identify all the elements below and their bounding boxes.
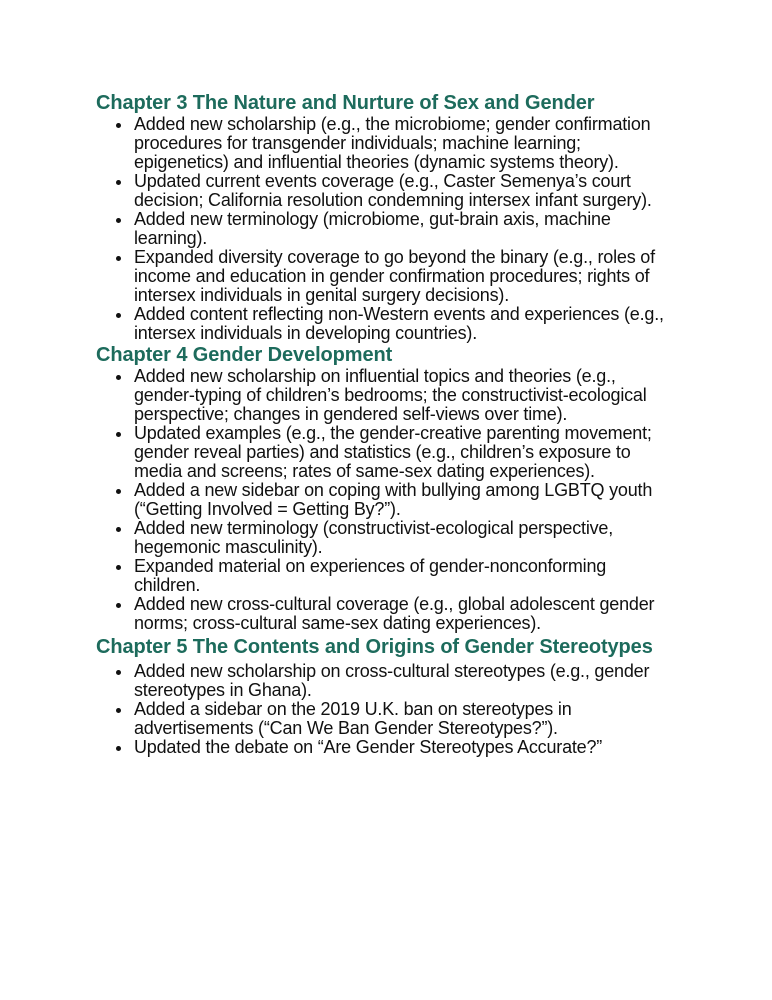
chapter-3-list	[96, 115, 676, 343]
document-page	[96, 91, 676, 757]
list-item: Updated examples (e.g., the gender-creative parenting movement; gender reveal parties) and statistics (e.g., children’s exposure to media and screens; rates of same-sex dating experiences).	[134, 424, 676, 481]
list-item: Added content reflecting non-Western events and experiences (e.g., intersex individuals in developing countries).	[134, 305, 676, 343]
list-item: Added new scholarship on influential topics and theories (e.g., gender-typing of children’s bedrooms; the constructivist-ecological perspective; changes in gendered self-views over time).	[134, 367, 676, 424]
list-item: Updated the debate on “Are Gender Stereotypes Accurate?”	[134, 738, 676, 757]
list-item: Updated current events coverage (e.g., Caster Semenya’s court decision; California resolution condemning intersex infant surgery).	[134, 172, 676, 210]
list-item: Added new scholarship (e.g., the microbiome; gender confirmation procedures for transgender individuals; machine learning; epigenetics) and influential theories (dynamic systems theory).	[134, 115, 676, 172]
list-item: Added new terminology (microbiome, gut-brain axis, machine learning).	[134, 210, 676, 248]
list-item: Expanded material on experiences of gender-nonconforming children.	[134, 557, 676, 595]
chapter-4-list	[96, 367, 676, 633]
list-item: Added a sidebar on the 2019 U.K. ban on stereotypes in advertisements (“Can We Ban Gender Stereotypes?”).	[134, 700, 676, 738]
list-item: Added a new sidebar on coping with bullying among LGBTQ youth (“Getting Involved = Getting By?”).	[134, 481, 676, 519]
chapter-5-heading: Chapter 5 The Contents and Origins of Gender Stereotypes	[96, 636, 653, 658]
list-item: Expanded diversity coverage to go beyond the binary (e.g., roles of income and education in gender confirmation procedures; rights of intersex individuals in genital surgery decisions).	[134, 248, 676, 305]
chapter-5-list	[96, 662, 676, 757]
chapter-4-heading: Chapter 4 Gender Development	[96, 344, 393, 366]
list-item: Added new cross-cultural coverage (e.g., global adolescent gender norms; cross-cultural same-sex dating experiences).	[134, 595, 676, 633]
list-item: Added new scholarship on cross-cultural stereotypes (e.g., gender stereotypes in Ghana).	[134, 662, 676, 700]
list-item: Added new terminology (constructivist-ecological perspective, hegemonic masculinity).	[134, 519, 676, 557]
chapter-3-heading: Chapter 3 The Nature and Nurture of Sex and Gender	[96, 92, 595, 114]
